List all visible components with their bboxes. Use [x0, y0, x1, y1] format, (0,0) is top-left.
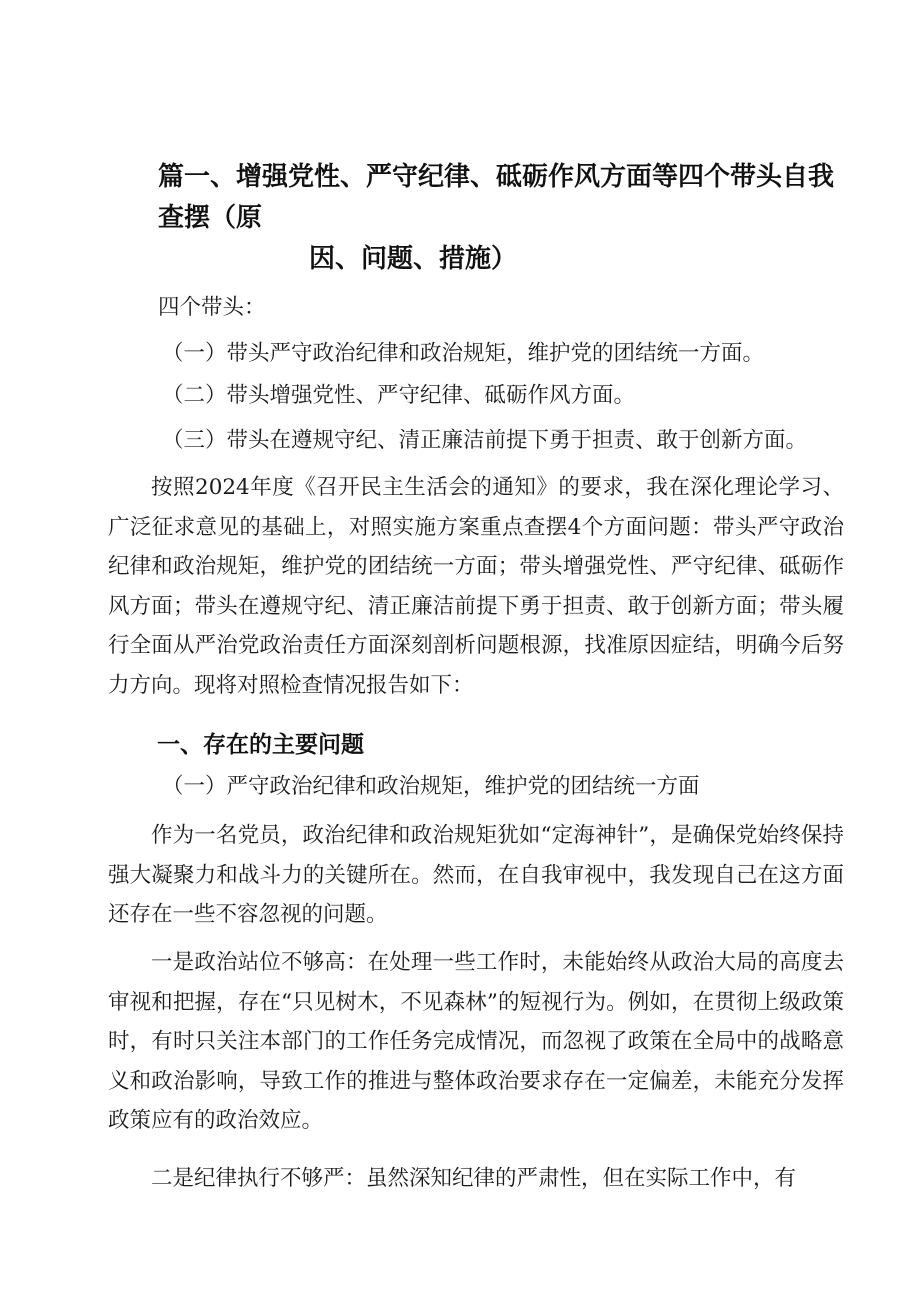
paragraph-2: 作为一名党员，政治纪律和政治规矩犹如“定海神针”，是确保党始终保持强大凝聚力和战斗力的关键所在。然而，在自我审视中，我发现自己在这方面还存在一些不容忽视的问题。	[108, 823, 844, 927]
list-item-1: （一）带头严守政治纪律和政治规矩，维护党的团结统一方面。	[162, 341, 765, 366]
subsection-heading-1: （一）严守政治纪律和政治规矩，维护党的团结统一方面	[162, 774, 700, 799]
paragraph-intro: 按照2024年度《召开民主生活会的通知》的要求，我在深化理论学习、广泛征求意见的基础上，对照实施方案重点查摆4个方面问题：带头严守政治纪律和政治规矩，维护党的团结统一方面；带头增强党性、严守纪律、砥砺作风方面；带头在遵规守纪、清正廉洁前提下勇于担责、敢于创新方面；带头履行全面从严治党政治责任方面深刻剖析问题根源，找准原因症结，明确今后努力方向。现将对照检查情况报告如下：	[108, 475, 844, 698]
title-line-1: 篇一、增强党性、严守纪律、砥砺作风方面等四个带头自我查摆（原	[158, 162, 835, 233]
document-title	[158, 157, 848, 280]
paragraph-3: 一是政治站位不够高：在处理一些工作时，未能始终从政治大局的高度去审视和把握，存在“只见树木，不见森林”的短视行为。例如，在贯彻上级政策时，有时只关注本部门的工作任务完成情况，而忽视了政策在全局中的战略意义和政治影响，导致工作的推进与整体政治要求存在一定偏差，未能充分发挥政策应有的政治效应。	[108, 950, 844, 1133]
list-item-3: （三）带头在遵规守纪、清正廉洁前提下勇于担责、敢于创新方面。	[162, 428, 808, 453]
title-line-2: 因、问题、措施）	[309, 244, 518, 274]
list-item-2: （二）带头增强党性、严守纪律、砥砺作风方面。	[162, 383, 636, 408]
intro-label: 四个带头：	[158, 295, 266, 320]
paragraph-4-partial: 二是纪律执行不够严：虽然深知纪律的严肃性，但在实际工作中，有	[151, 1166, 797, 1191]
section-heading-1: 一、存在的主要问题	[157, 732, 364, 758]
